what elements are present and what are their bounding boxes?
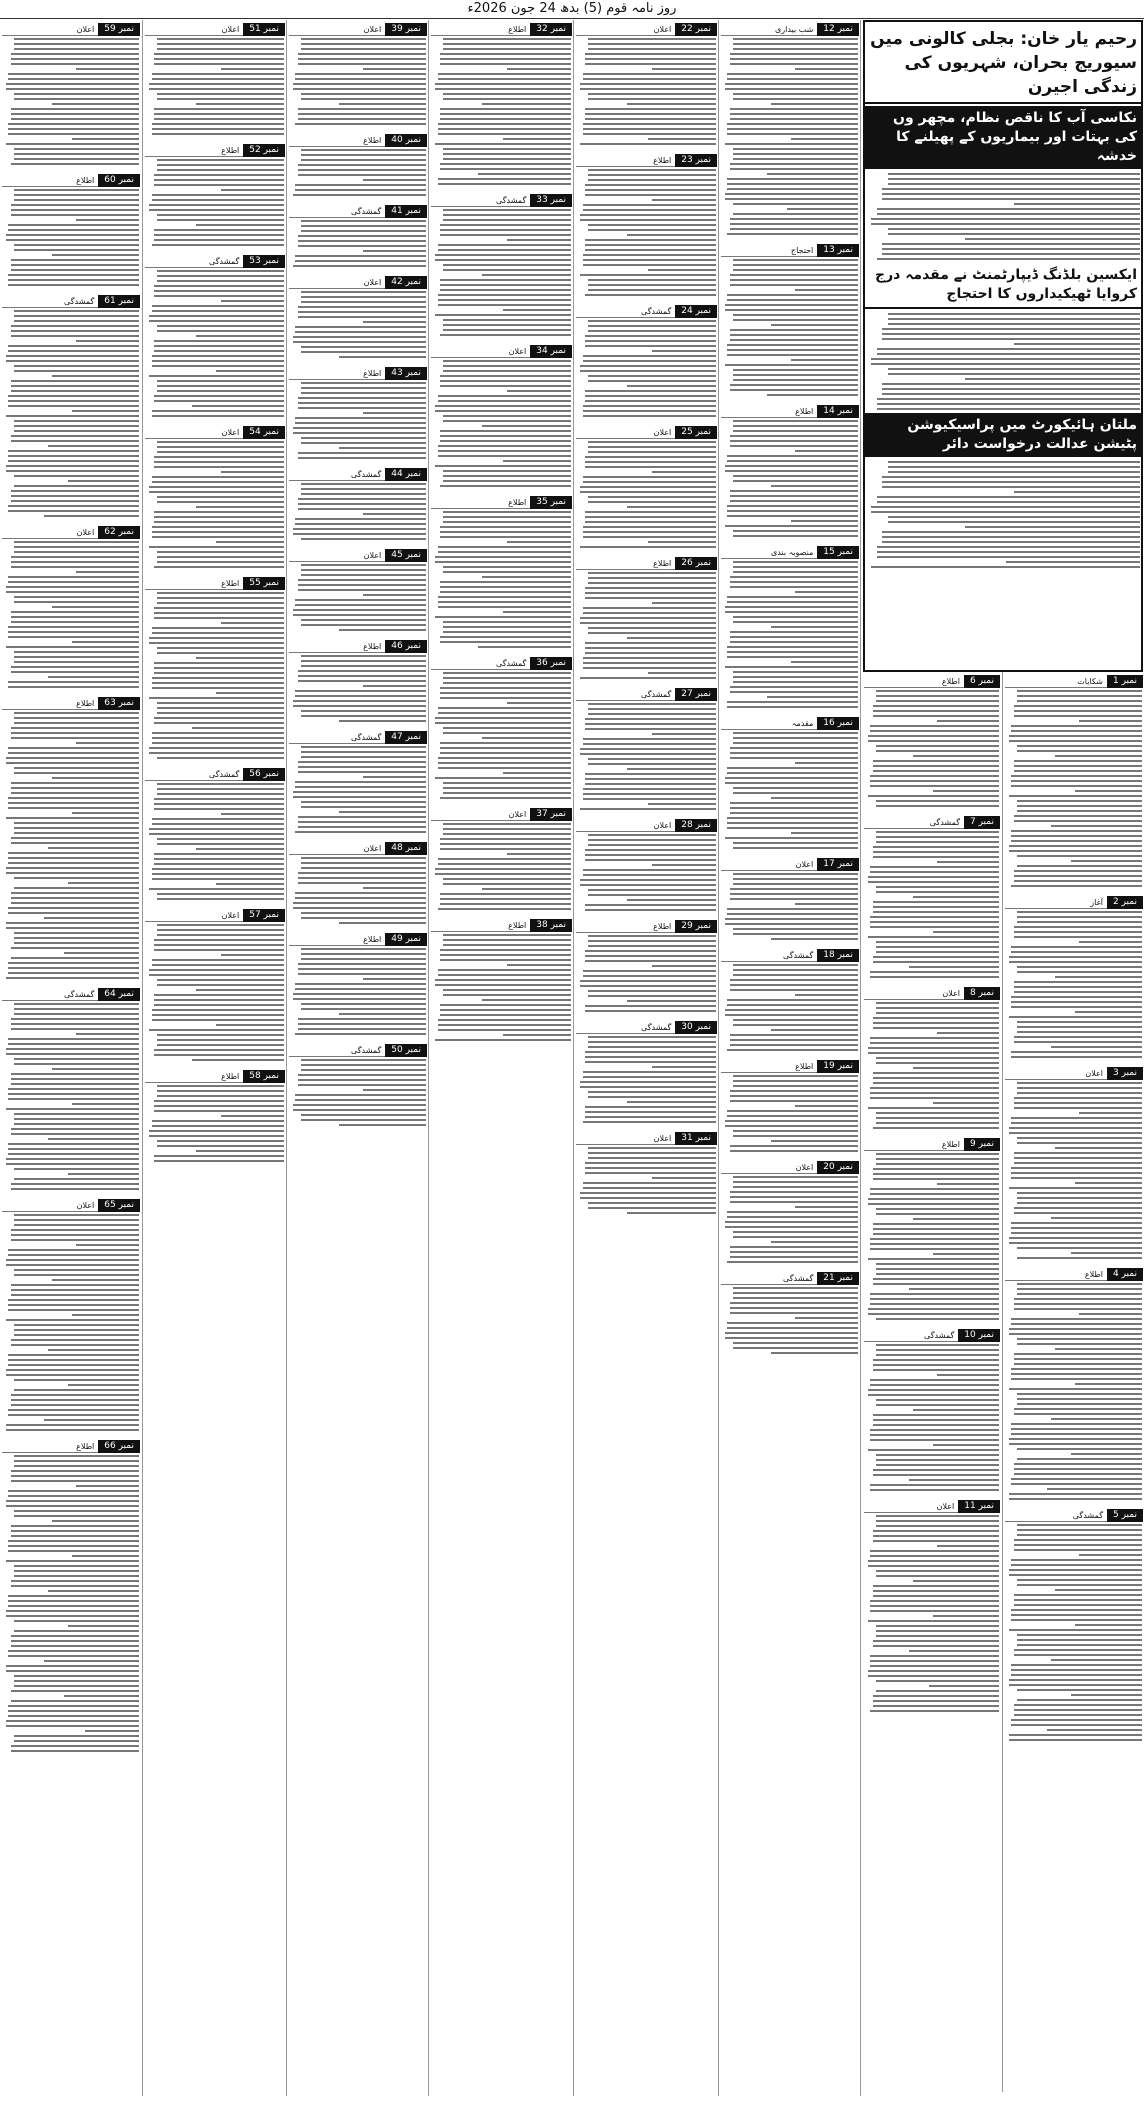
notice-number: نمبر 22 — [675, 23, 717, 36]
notice-tag — [289, 731, 427, 744]
notice-slug: شکایات — [1005, 675, 1107, 688]
notice — [721, 714, 859, 852]
notice-number: نمبر 17 — [817, 858, 859, 871]
notice-tag — [864, 675, 1000, 688]
notice — [431, 20, 572, 188]
notice — [289, 202, 427, 270]
notice — [431, 342, 572, 490]
notice-number: نمبر 40 — [385, 134, 427, 147]
notice-tag — [1005, 896, 1143, 909]
notice-slug: اطلاع — [721, 405, 817, 418]
notice-tag — [145, 23, 285, 36]
notice-tag — [145, 426, 285, 439]
notice-slug: اعلان — [145, 909, 243, 922]
notice-number: نمبر 49 — [385, 933, 427, 946]
notice-tag — [431, 657, 572, 670]
notice-slug: اطلاع — [145, 144, 243, 157]
lead-subheadline: نکاسی آب کا ناقص نظام، مچھر وں کی بہتات اور بیماریوں کے پھیلنے کا خدشہ — [865, 106, 1141, 169]
notice-slug: اطلاع — [145, 1070, 243, 1083]
notice-number: نمبر 5 — [1107, 1509, 1143, 1522]
column-3 — [718, 20, 861, 2096]
notice-tag — [576, 426, 717, 439]
notice-number: نمبر 19 — [817, 1060, 859, 1073]
notice-tag — [576, 688, 717, 701]
column-2 — [862, 672, 1002, 2092]
notice-number: نمبر 23 — [675, 154, 717, 167]
notice-number: نمبر 61 — [98, 295, 140, 308]
notice-number: نمبر 44 — [385, 468, 427, 481]
notice — [431, 805, 572, 913]
notice-slug: مقدمہ — [721, 717, 817, 730]
notice — [145, 141, 285, 249]
notice-slug: آغاز — [1005, 896, 1107, 909]
notice-slug: اطلاع — [864, 675, 964, 688]
notice-slug: اعلان — [145, 426, 243, 439]
notice — [289, 364, 427, 462]
notice-tag — [721, 858, 859, 871]
notice-number: نمبر 13 — [817, 244, 859, 257]
newspaper-page — [0, 20, 1144, 2101]
notice-tag — [576, 305, 717, 318]
notice — [576, 816, 717, 914]
notice-number: نمبر 52 — [243, 144, 285, 157]
notice-slug: گمشدگی — [721, 1272, 817, 1285]
notice-tag — [576, 1021, 717, 1034]
notice-number: نمبر 56 — [243, 768, 285, 781]
notice-slug: گمشدگی — [1005, 1509, 1107, 1522]
notice-tag — [2, 1440, 140, 1453]
notice — [145, 765, 285, 903]
notice — [289, 546, 427, 634]
notice-slug: گمشدگی — [721, 949, 817, 962]
notice — [864, 1326, 1000, 1494]
notice-number: نمبر 10 — [958, 1329, 1000, 1342]
notice-slug: گمشدگی — [289, 468, 385, 481]
notice — [2, 694, 140, 982]
notice-slug: گمشدگی — [431, 194, 530, 207]
notice-number: نمبر 58 — [243, 1070, 285, 1083]
notice-tag — [2, 23, 140, 36]
notice — [864, 813, 1000, 981]
notice-slug: گمشدگی — [864, 816, 964, 829]
notice-tag — [1005, 1268, 1143, 1281]
notice-number: نمبر 36 — [530, 657, 572, 670]
notice-number: نمبر 34 — [530, 345, 572, 358]
notice-slug: گمشدگی — [576, 688, 675, 701]
notice-tag — [289, 134, 427, 147]
third-headline: ملتان ہائیکورٹ میں پراسیکیوشن پٹیشن عدالت درخواست دائر — [865, 413, 1141, 457]
notice-number: نمبر 1 — [1107, 675, 1143, 688]
notice-slug: اطلاع — [576, 920, 675, 933]
notice-number: نمبر 26 — [675, 557, 717, 570]
notice-tag — [576, 1132, 717, 1145]
notice — [289, 20, 427, 128]
notice-tag — [289, 1044, 427, 1057]
notice-slug: گمشدگی — [2, 295, 98, 308]
notice-number: نمبر 16 — [817, 717, 859, 730]
notice-number: نمبر 27 — [675, 688, 717, 701]
notice-tag — [721, 405, 859, 418]
notice-number: نمبر 4 — [1107, 1268, 1143, 1281]
notice-tag — [1005, 675, 1143, 688]
notice — [576, 554, 717, 682]
notice-slug: گمشدگی — [289, 1044, 385, 1057]
notice — [864, 672, 1000, 810]
notice-tag — [145, 255, 285, 268]
notice — [721, 1057, 859, 1155]
notice-tag — [2, 295, 140, 308]
notice-number: نمبر 15 — [817, 546, 859, 559]
notice — [576, 1129, 717, 1217]
notice-tag — [431, 919, 572, 932]
notice — [1005, 672, 1143, 890]
notice — [576, 1018, 717, 1126]
notice-number: نمبر 66 — [98, 1440, 140, 1453]
notice-tag — [721, 23, 859, 36]
notice-slug: اطلاع — [721, 1060, 817, 1073]
notice — [431, 493, 572, 651]
column-1-lower — [1002, 672, 1144, 2092]
notice-slug: گمشدگی — [289, 205, 385, 218]
notice-slug: گمشدگی — [145, 255, 243, 268]
notice-slug: اعلان — [2, 1199, 98, 1212]
notice-slug: اطلاع — [145, 577, 243, 590]
notice-tag — [576, 557, 717, 570]
notice — [431, 654, 572, 802]
notice-number: نمبر 65 — [98, 1199, 140, 1212]
notice-number: نمبر 31 — [675, 1132, 717, 1145]
notice — [289, 131, 427, 199]
notice-number: نمبر 24 — [675, 305, 717, 318]
notice-slug: اعلان — [289, 549, 385, 562]
notice-slug: منصوبہ بندی — [721, 546, 817, 559]
notice-tag — [289, 468, 427, 481]
notice-number: نمبر 29 — [675, 920, 717, 933]
notice — [2, 1437, 140, 1755]
notice-tag — [145, 577, 285, 590]
notice-number: نمبر 12 — [817, 23, 859, 36]
notice-number: نمبر 43 — [385, 367, 427, 380]
notice-slug: اطلاع — [576, 154, 675, 167]
notice-tag — [2, 988, 140, 1001]
notice — [145, 423, 285, 571]
notice — [721, 946, 859, 1054]
notice-tag — [576, 920, 717, 933]
notice-slug: اطلاع — [431, 23, 530, 36]
column-4 — [573, 20, 719, 2096]
notice-slug: گمشدگی — [576, 305, 675, 318]
notice — [289, 273, 427, 361]
notice — [864, 984, 1000, 1132]
notice — [145, 252, 285, 420]
notice-number: نمبر 11 — [958, 1500, 1000, 1513]
notice-tag — [864, 987, 1000, 1000]
notice-tag — [2, 1199, 140, 1212]
notice-tag — [289, 205, 427, 218]
notice-tag — [2, 697, 140, 710]
notice — [2, 292, 140, 520]
notice-tag — [721, 244, 859, 257]
notice-number: نمبر 9 — [964, 1138, 1000, 1151]
notice-number: نمبر 7 — [964, 816, 1000, 829]
notice — [145, 1067, 285, 1165]
notice-number: نمبر 59 — [98, 23, 140, 36]
notice-slug: اطلاع — [289, 640, 385, 653]
notice-slug: اطلاع — [864, 1138, 964, 1151]
notice-number: نمبر 20 — [817, 1161, 859, 1174]
notice — [289, 930, 427, 1038]
notice-slug: گمشدگی — [145, 768, 243, 781]
notice-number: نمبر 50 — [385, 1044, 427, 1057]
notice-slug: اعلان — [576, 426, 675, 439]
notice-slug: اعلان — [431, 808, 530, 821]
notice — [289, 465, 427, 543]
notice-tag — [721, 1060, 859, 1073]
notice-slug: اطلاع — [431, 919, 530, 932]
notice-slug: اطلاع — [431, 496, 530, 509]
notice — [2, 1196, 140, 1434]
notice-slug: اعلان — [721, 1161, 817, 1174]
notice — [1005, 893, 1143, 1061]
notice — [1005, 1506, 1143, 1744]
lead-headline: رحیم یار خان: بجلی کالونی میں سیوریج بحران، شہریوں کی زندگی اجیرن — [865, 24, 1141, 104]
notice-number: نمبر 39 — [385, 23, 427, 36]
notice-number: نمبر 60 — [98, 174, 140, 187]
notice-number: نمبر 32 — [530, 23, 572, 36]
notice-tag — [289, 640, 427, 653]
notice-slug: اطلاع — [2, 697, 98, 710]
notice-number: نمبر 30 — [675, 1021, 717, 1034]
notice-number: نمبر 18 — [817, 949, 859, 962]
notice — [145, 574, 285, 762]
notice-slug: گمشدگی — [2, 988, 98, 1001]
notice-slug: اعلان — [576, 23, 675, 36]
notice-tag — [289, 367, 427, 380]
notice-tag — [576, 23, 717, 36]
notice-number: نمبر 48 — [385, 842, 427, 855]
notice-number: نمبر 3 — [1107, 1067, 1143, 1080]
notice-slug: اعلان — [864, 987, 964, 1000]
notice-tag — [576, 154, 717, 167]
notice-slug: گمشدگی — [289, 731, 385, 744]
notice — [431, 191, 572, 339]
notice-tag — [721, 717, 859, 730]
notice-tag — [2, 174, 140, 187]
notice-number: نمبر 57 — [243, 909, 285, 922]
notice — [576, 423, 717, 551]
notice-tag — [864, 1500, 1000, 1513]
notice — [289, 1041, 427, 1129]
notice — [721, 1269, 859, 1357]
notice-slug: اعلان — [1005, 1067, 1107, 1080]
notice-tag — [289, 549, 427, 562]
notice — [576, 20, 717, 148]
notice-slug: اطلاع — [289, 134, 385, 147]
notice — [145, 906, 285, 1064]
notice-slug: اعلان — [864, 1500, 958, 1513]
notice-tag — [576, 819, 717, 832]
notice — [2, 171, 140, 289]
notice-tag — [289, 842, 427, 855]
notice — [864, 1497, 1000, 1715]
notice-tag — [721, 1161, 859, 1174]
notice-slug: اعلان — [2, 526, 98, 539]
notice-number: نمبر 6 — [964, 675, 1000, 688]
notice-slug: شب بیداری — [721, 23, 817, 36]
notice — [1005, 1265, 1143, 1503]
notice-tag — [289, 933, 427, 946]
notice-slug: اعلان — [145, 23, 243, 36]
notice — [864, 1135, 1000, 1323]
notice — [576, 151, 717, 299]
notice-tag — [145, 768, 285, 781]
column-8 — [0, 20, 142, 2096]
notice-number: نمبر 55 — [243, 577, 285, 590]
notice-slug: اعلان — [289, 23, 385, 36]
notice-slug: اعلان — [576, 819, 675, 832]
notice-number: نمبر 8 — [964, 987, 1000, 1000]
notice — [145, 20, 285, 138]
notice — [576, 685, 717, 813]
notice-number: نمبر 35 — [530, 496, 572, 509]
notice-slug: اعلان — [431, 345, 530, 358]
notice — [431, 916, 572, 1044]
notice-number: نمبر 63 — [98, 697, 140, 710]
notice — [576, 302, 717, 420]
notice-slug: اعلان — [2, 23, 98, 36]
column-7 — [142, 20, 287, 2096]
notice — [721, 855, 859, 943]
notice-tag — [864, 816, 1000, 829]
notice-tag — [431, 345, 572, 358]
notice-number: نمبر 14 — [817, 405, 859, 418]
notice-tag — [431, 194, 572, 207]
notice-tag — [431, 808, 572, 821]
notice-number: نمبر 38 — [530, 919, 572, 932]
notice-number: نمبر 53 — [243, 255, 285, 268]
notice-number: نمبر 64 — [98, 988, 140, 1001]
column-5 — [428, 20, 574, 2096]
notice-number: نمبر 25 — [675, 426, 717, 439]
notice — [289, 728, 427, 836]
column-1 — [860, 20, 1144, 2096]
notice-number: نمبر 37 — [530, 808, 572, 821]
notice-tag — [431, 496, 572, 509]
notice-slug: گمشدگی — [576, 1021, 675, 1034]
notice-tag — [289, 276, 427, 289]
notice-tag — [145, 909, 285, 922]
notice-number: نمبر 21 — [817, 1272, 859, 1285]
notice-tag — [1005, 1067, 1143, 1080]
notice-slug: اطلاع — [289, 933, 385, 946]
notice-number: نمبر 41 — [385, 205, 427, 218]
notice — [576, 917, 717, 1015]
column-6 — [286, 20, 429, 2096]
notice-slug: اعلان — [721, 858, 817, 871]
notice-slug: گمشدگی — [431, 657, 530, 670]
notice-slug: اطلاع — [289, 367, 385, 380]
notice — [2, 523, 140, 691]
notice-number: نمبر 54 — [243, 426, 285, 439]
notice-slug: اعلان — [576, 1132, 675, 1145]
notice-number: نمبر 51 — [243, 23, 285, 36]
notice — [721, 241, 859, 399]
notice — [2, 20, 140, 168]
masthead: روز نامہ قوم (5) بدھ 24 جون 2026ء — [0, 0, 1144, 19]
notice-tag — [1005, 1509, 1143, 1522]
notice-number: نمبر 62 — [98, 526, 140, 539]
notice-tag — [721, 546, 859, 559]
notice — [2, 985, 140, 1193]
notice-slug: اعلان — [289, 276, 385, 289]
notice-tag — [2, 526, 140, 539]
notice — [721, 20, 859, 238]
notice-tag — [145, 144, 285, 157]
notice-tag — [145, 1070, 285, 1083]
notice — [721, 1158, 859, 1266]
notice-slug: احتجاج — [721, 244, 817, 257]
second-headline: ایکسین بلڈنگ ڈیپارٹمنٹ نے مقدمہ درج کروایا ٹھیکیداروں کا احتجاج — [865, 263, 1141, 309]
notice — [721, 402, 859, 540]
notice-slug: اطلاع — [576, 557, 675, 570]
notice-number: نمبر 28 — [675, 819, 717, 832]
notice — [289, 637, 427, 725]
notice — [289, 839, 427, 927]
notice-number: نمبر 47 — [385, 731, 427, 744]
notice-tag — [864, 1329, 1000, 1342]
notice-tag — [431, 23, 572, 36]
notice-slug: اطلاع — [2, 174, 98, 187]
notice-slug: اطلاع — [1005, 1268, 1107, 1281]
notice-tag — [721, 949, 859, 962]
notice-number: نمبر 42 — [385, 276, 427, 289]
notice-tag — [289, 23, 427, 36]
notice-tag — [864, 1138, 1000, 1151]
notice-tag — [721, 1272, 859, 1285]
notice-number: نمبر 2 — [1107, 896, 1143, 909]
notice — [1005, 1064, 1143, 1262]
notice — [721, 543, 859, 711]
notice-slug: اطلاع — [2, 1440, 98, 1453]
notice-number: نمبر 45 — [385, 549, 427, 562]
notice-slug: گمشدگی — [864, 1329, 958, 1342]
notice-number: نمبر 46 — [385, 640, 427, 653]
lead-story-frame — [863, 20, 1143, 672]
notice-slug: اعلان — [289, 842, 385, 855]
notice-number: نمبر 33 — [530, 194, 572, 207]
